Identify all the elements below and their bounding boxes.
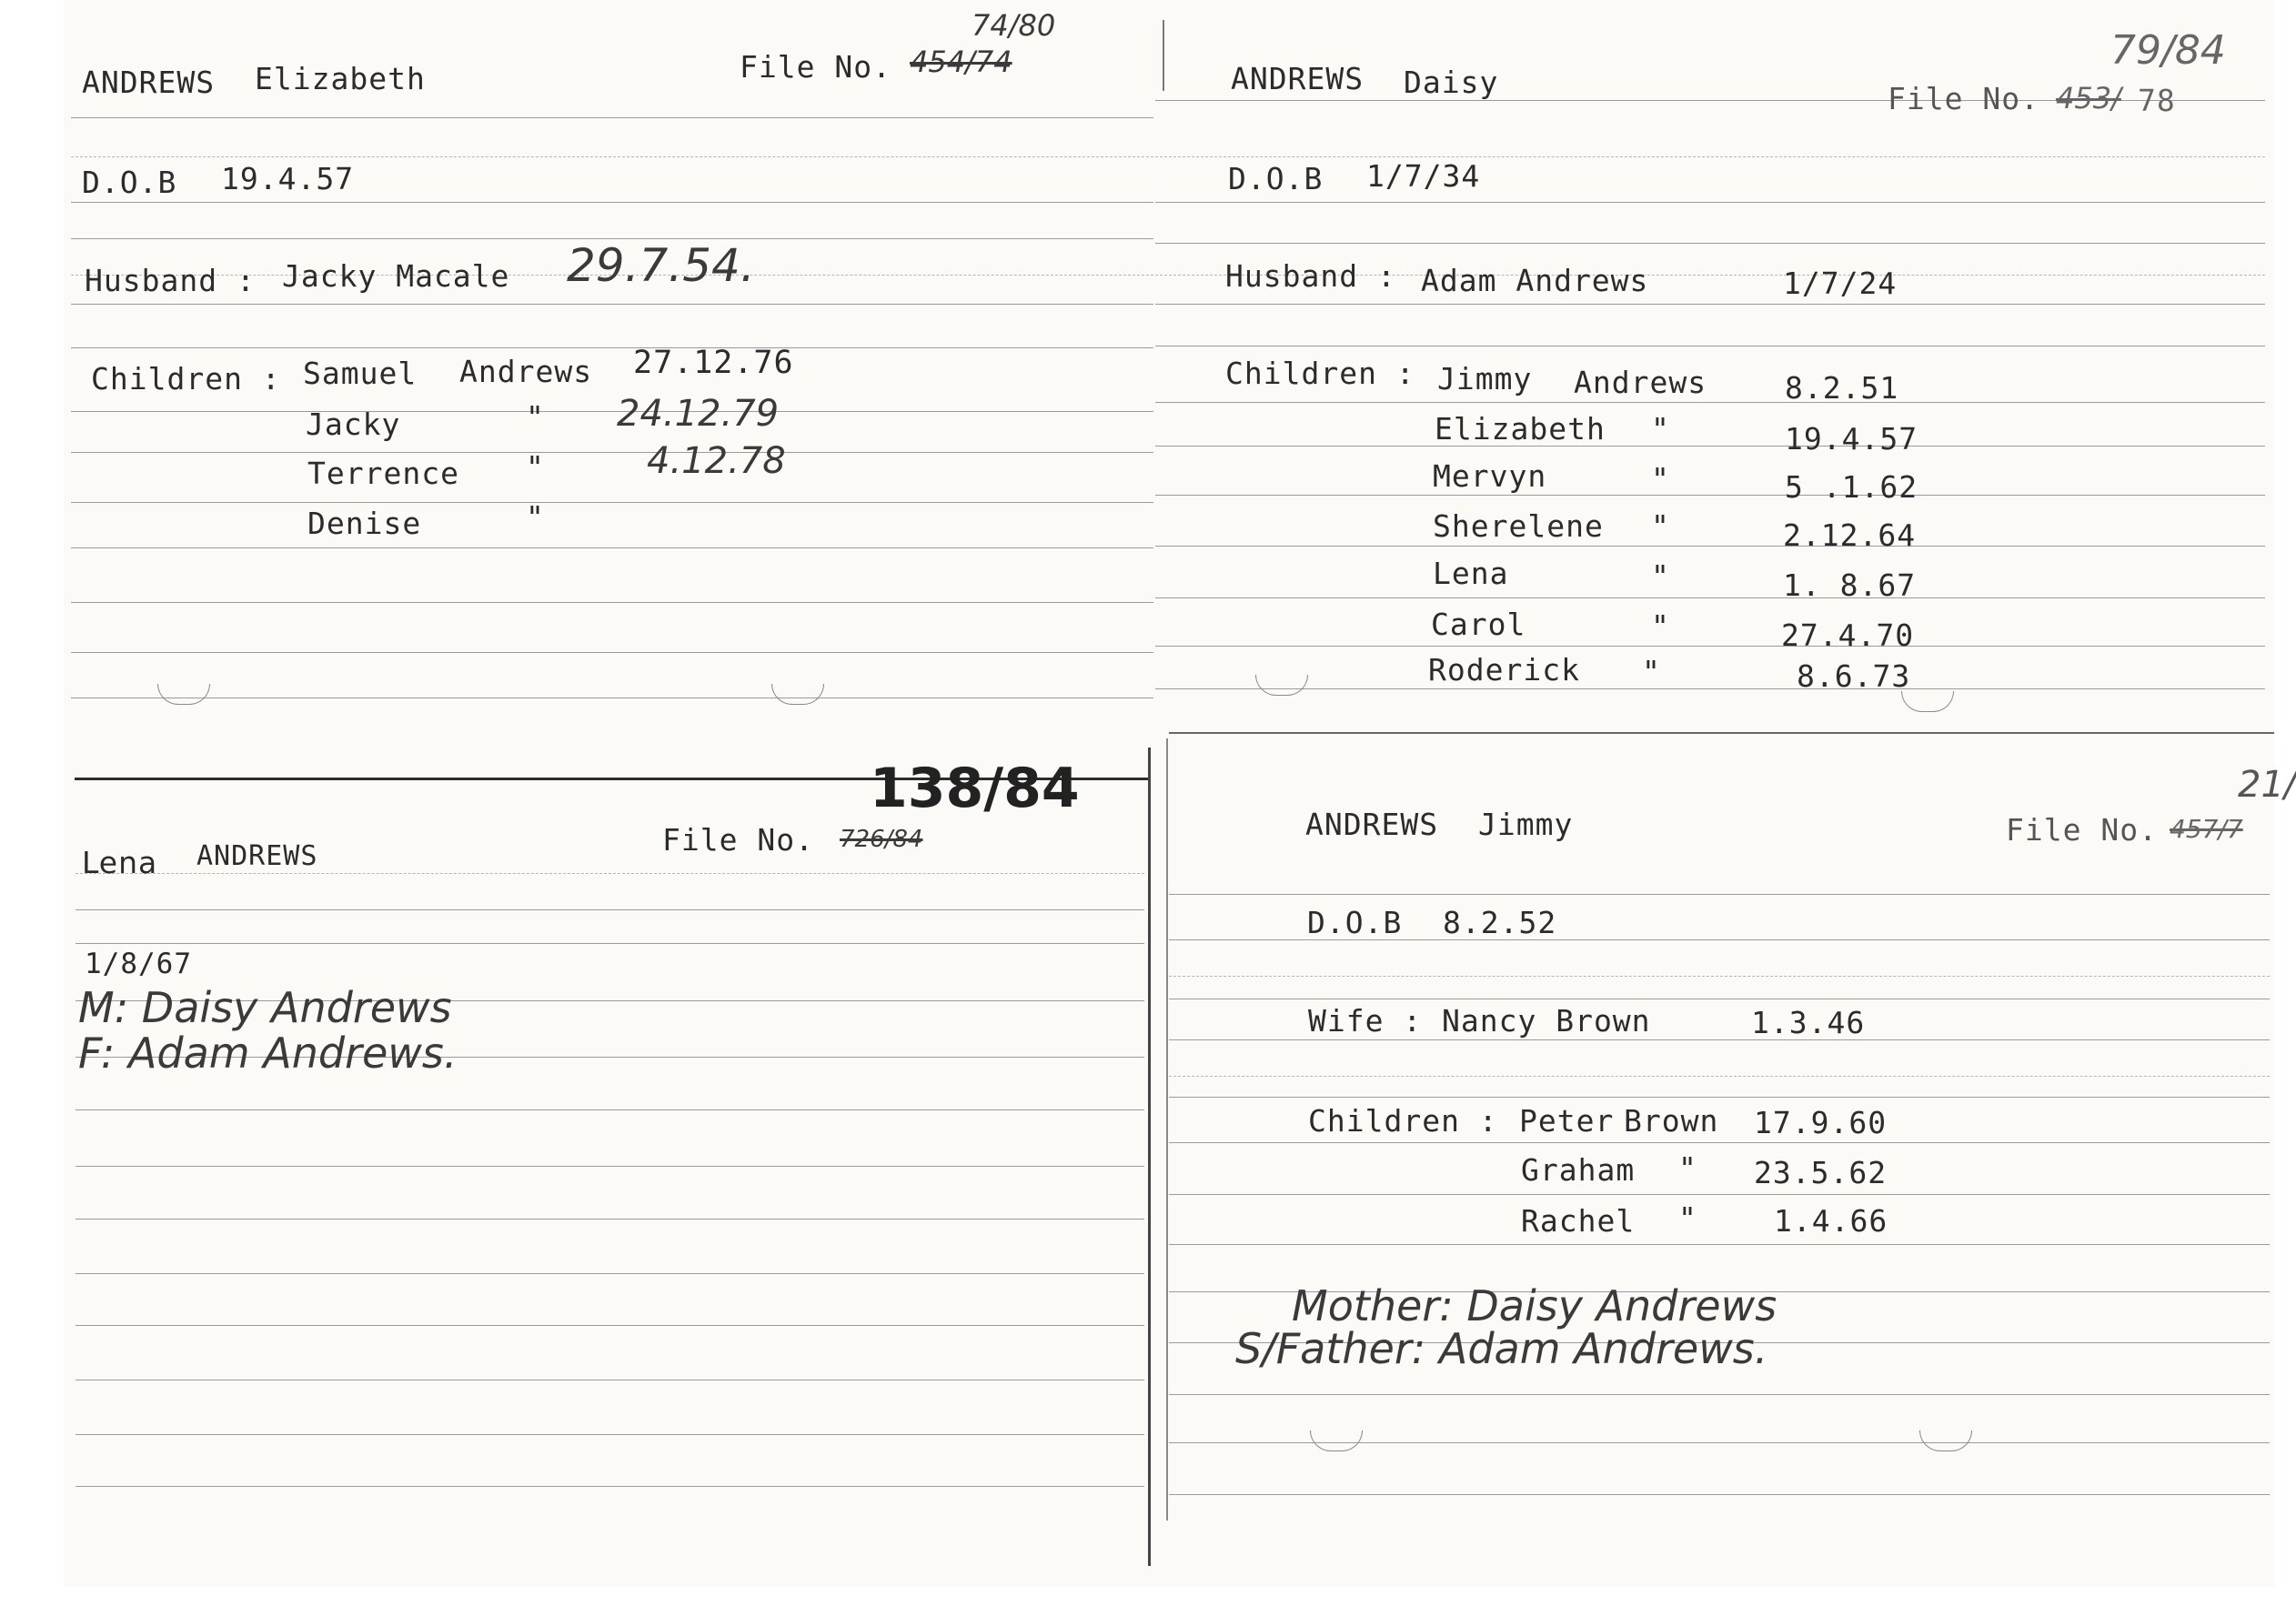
child-name: Sherelene [1433,508,1604,544]
child-dob: 5 .1.62 [1785,469,1918,505]
card-fold-mark [1919,1430,1972,1451]
index-card-lena-andrews [71,748,1172,1530]
ditto-mark: " [526,449,545,485]
index-card-elizabeth-andrews [71,8,1163,748]
surname: ANDREWS [82,65,216,100]
dob-label: D.O.B [1228,161,1324,196]
husband-name: Jacky Macale [282,258,510,294]
ditto-mark: " [526,499,545,535]
file-number-label: File No. [740,49,891,85]
given-name: Jimmy [1478,807,1574,842]
file-number-new: 138/84 [870,757,1080,820]
child-name: Lena [1433,556,1509,591]
file-number-struck: 453/ [2056,81,2121,115]
surname: ANDREWS [196,840,318,872]
child-name: Mervyn [1433,458,1547,494]
child-dob: 17.9.60 [1754,1105,1888,1140]
husband-dob: 29.7.54. [567,239,755,292]
child-dob: 24.12.79 [617,393,780,435]
child-name: Denise [307,506,422,541]
card-edge [1169,732,2274,734]
child-name: Roderick [1428,652,1580,688]
file-number-new: 74/80 [972,8,1056,43]
file-number-top: 79/84 [2110,27,2226,74]
child-dob: 27.4.70 [1781,617,1915,653]
file-number-label: File No. [2006,812,2158,848]
children-label: Children : [91,361,281,396]
ditto-mark: " [1678,1150,1697,1186]
child-dob: 27.12.76 [633,345,794,381]
file-number-struck: 457/7 [2170,814,2243,844]
dob-value: 8.2.52 [1443,905,1557,940]
file-number-struck: 454/74 [910,45,1012,79]
child-name: Carol [1431,607,1526,642]
dob-value: 1/7/34 [1366,158,1481,194]
child-surname: Brown [1624,1103,1719,1139]
file-number-label: File No. [662,822,814,858]
file-number-new: 21/ [2238,764,2296,806]
ditto-mark: " [1642,654,1661,689]
father-line: F: Adam Andrews. [78,1029,458,1078]
child-name: Rachel [1521,1203,1636,1239]
child-name: Elizabeth [1435,411,1606,447]
wife-label: Wife : [1308,1003,1423,1039]
child-name: Samuel [303,356,418,391]
child-name: Terrence [307,456,459,491]
scan-margin [0,0,64,1606]
wife-dob: 1.3.46 [1751,1005,1866,1040]
dob-value: 19.4.57 [221,161,355,196]
card-fold-mark [1310,1430,1363,1451]
index-card-daisy-andrews [1151,20,2274,748]
child-dob: 8.6.73 [1797,658,1911,694]
husband-dob: 1/7/24 [1783,266,1898,301]
child-dob: 4.12.78 [647,440,786,482]
husband-label: Husband : [85,263,256,298]
ditto-mark: " [1651,461,1670,497]
child-dob: 23.5.62 [1754,1155,1888,1190]
file-number-suffix: 78 [2138,83,2176,118]
index-card-jimmy-andrews [1164,735,2296,1535]
mother-line: M: Daisy Andrews [78,983,452,1032]
child-name: Peter [1519,1103,1615,1139]
card-fold-mark [771,684,824,705]
given-name: Lena [82,845,158,880]
ditto-mark: " [1651,608,1670,644]
child-name: Jacky [306,407,401,442]
child-surname: Andrews [1574,365,1707,400]
husband-label: Husband : [1225,258,1396,294]
wife-name: Nancy Brown [1442,1003,1651,1039]
children-label: Children : [1308,1103,1498,1139]
child-name: Jimmy [1437,361,1533,396]
child-dob: 8.2.51 [1785,370,1899,406]
ditto-mark: " [1678,1200,1697,1236]
card-fold-mark [1901,691,1954,712]
scan-margin [0,1587,2274,1606]
ditto-mark: " [1651,411,1670,447]
child-name: Graham [1521,1152,1636,1188]
file-number-struck: 726/84 [840,826,923,853]
ditto-mark: " [1651,558,1670,594]
child-dob: 1.4.66 [1774,1203,1888,1239]
dob-value: 1/8/67 [85,948,192,980]
children-label: Children : [1225,356,1415,391]
card-fold-mark [1255,675,1308,696]
husband-name: Adam Andrews [1421,263,1649,298]
surname: ANDREWS [1305,807,1439,842]
mother-line: Mother: Daisy Andrews [1292,1281,1777,1330]
given-name: Elizabeth [255,61,426,96]
file-number-label: File No. [1888,81,2039,116]
ditto-mark: " [1651,508,1670,544]
father-line: S/Father: Adam Andrews. [1235,1324,1768,1373]
child-dob: 19.4.57 [1785,421,1918,457]
card-fold-mark [157,684,210,705]
given-name: Daisy [1404,65,1499,100]
surname: ANDREWS [1231,61,1365,96]
dob-label: D.O.B [1307,905,1403,940]
child-surname: Andrews [459,354,593,389]
child-dob: 2.12.64 [1783,517,1917,553]
dob-label: D.O.B [82,165,177,200]
ditto-mark: " [526,399,545,435]
child-dob: 1. 8.67 [1783,567,1917,603]
